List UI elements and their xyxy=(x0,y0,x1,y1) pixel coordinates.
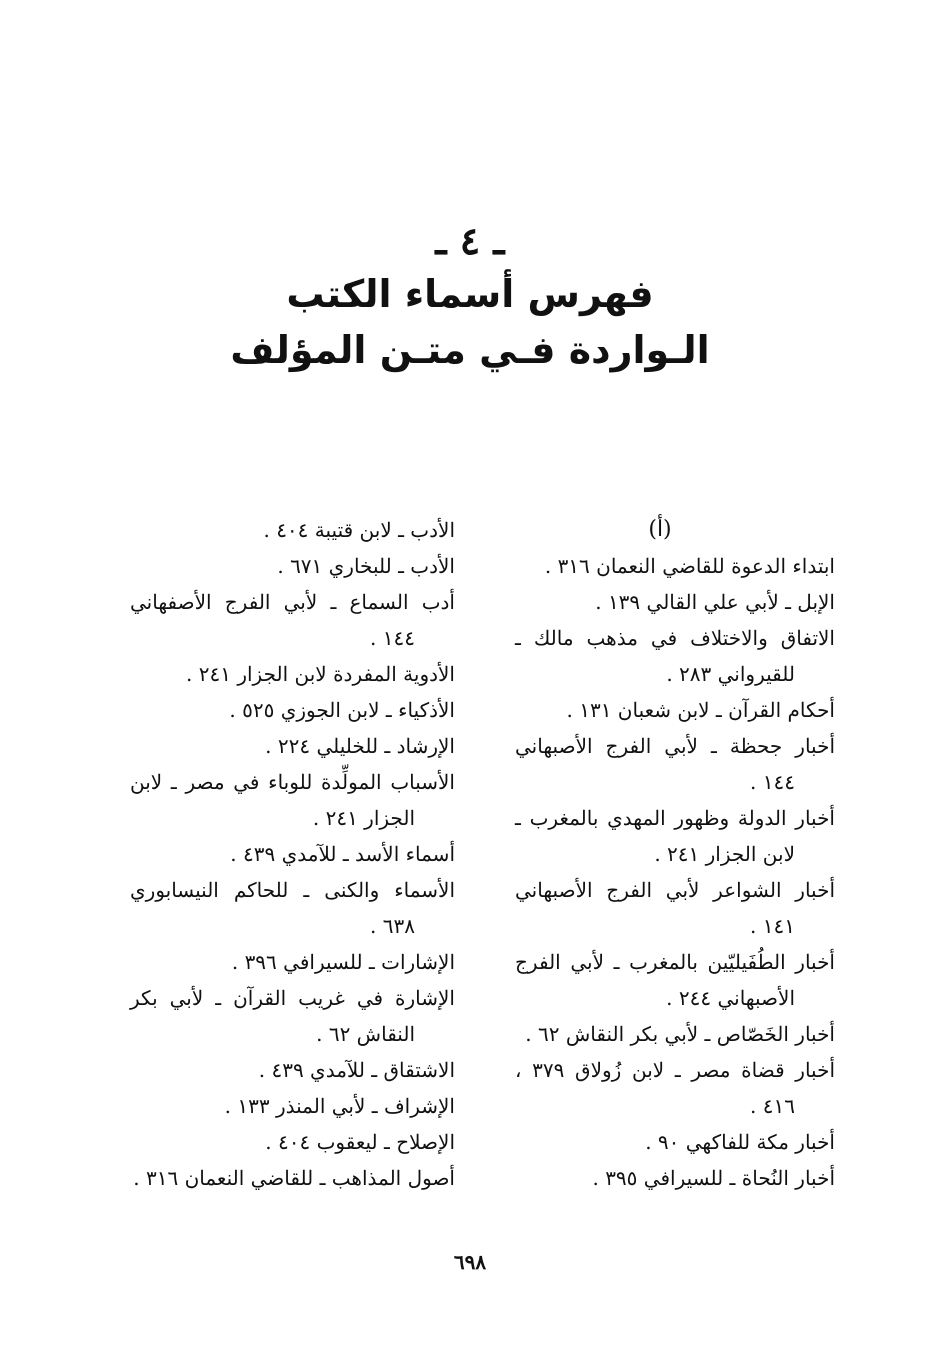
index-entry: أحكام القرآن ـ لابن شعبان ١٣١ . xyxy=(566,698,835,722)
index-entry: أدب السماع ـ لأبي الفرج الأصفهاني ١٤٤ . xyxy=(130,590,455,650)
index-entry: الأسماء والكنى ـ للحاكم النيسابوري ٦٣٨ . xyxy=(130,878,455,938)
index-column-left xyxy=(130,512,455,1196)
index-entry: الإشارة في غريب القرآن ـ لأبي بكر النقاش ٦٢ . xyxy=(130,986,455,1046)
section-letter: (أ) xyxy=(648,517,672,542)
index-entry: أخبار الشواعر لأبي الفرج الأصبهاني ١٤١ . xyxy=(515,878,835,938)
index-entry: الإشارات ـ للسيرافي ٣٩٦ . xyxy=(231,950,455,974)
index-column-right xyxy=(515,512,835,1196)
index-entry: الأدوية المفردة لابن الجزار ٢٤١ . xyxy=(186,662,455,686)
index-entry: الإرشاد ـ للخليلي ٢٢٤ . xyxy=(265,734,455,758)
index-entry: أخبار جحظة ـ لأبي الفرج الأصبهاني ١٤٤ . xyxy=(515,734,835,794)
index-entry: الأذكياء ـ لابن الجوزي ٥٢٥ . xyxy=(229,698,455,722)
index-entry: الأدب ـ للبخاري ٦٧١ . xyxy=(277,554,455,578)
index-entry: أخبار النُحاة ـ للسيرافي ٣٩٥ . xyxy=(592,1166,835,1190)
page-title-line-1: فهرس أسماء الكتب xyxy=(286,272,654,316)
index-entry: أخبار الطُفَيليّين بالمغرب ـ لأبي الفرج الأصبهاني ٢٤٤ . xyxy=(515,950,835,1010)
index-entry: أسماء الأسد ـ للآمدي ٤٣٩ . xyxy=(230,842,455,866)
index-entry: الإبل ـ لأبي علي القالي ١٣٩ . xyxy=(595,590,835,614)
index-entry: أخبار قضاة مصر ـ لابن زُولاق ٣٧٩ ، ٤١٦ . xyxy=(515,1058,836,1118)
index-entry: أخبار مكة للفاكهي ٩٠ . xyxy=(645,1130,835,1154)
index-entry: أخبار الدولة وظهور المهدي بالمغرب ـ لابن الجزار ٢٤١ . xyxy=(515,806,835,866)
index-entry: الأسباب المولِّدة للوباء في مصر ـ لابن الجزار ٢٤١ . xyxy=(130,770,455,830)
chapter-number: ـ ٤ ـ xyxy=(435,218,505,263)
index-entry: أخبار الخَصّاص ـ لأبي بكر النقاش ٦٢ . xyxy=(525,1022,835,1046)
index-entry: الأدب ـ لابن قتيبة ٤٠٤ . xyxy=(263,518,455,542)
index-entry: أصول المذاهب ـ للقاضي النعمان ٣١٦ . xyxy=(133,1166,455,1190)
page-title-line-2: الـواردة فـي متـن المؤلف xyxy=(230,328,710,372)
index-entry: الإشراف ـ لأبي المنذر ١٣٣ . xyxy=(224,1094,455,1118)
index-entry: ابتداء الدعوة للقاضي النعمان ٣١٦ . xyxy=(544,554,835,578)
index-entry: الإصلاح ـ ليعقوب ٤٠٤ . xyxy=(265,1130,455,1154)
index-entry: الاتفاق والاختلاف في مذهب مالك ـ للقيرواني ٢٨٣ . xyxy=(515,626,835,686)
page-number: ٦٩٨ xyxy=(453,1250,487,1274)
index-entry: الاشتقاق ـ للآمدي ٤٣٩ . xyxy=(258,1058,455,1082)
